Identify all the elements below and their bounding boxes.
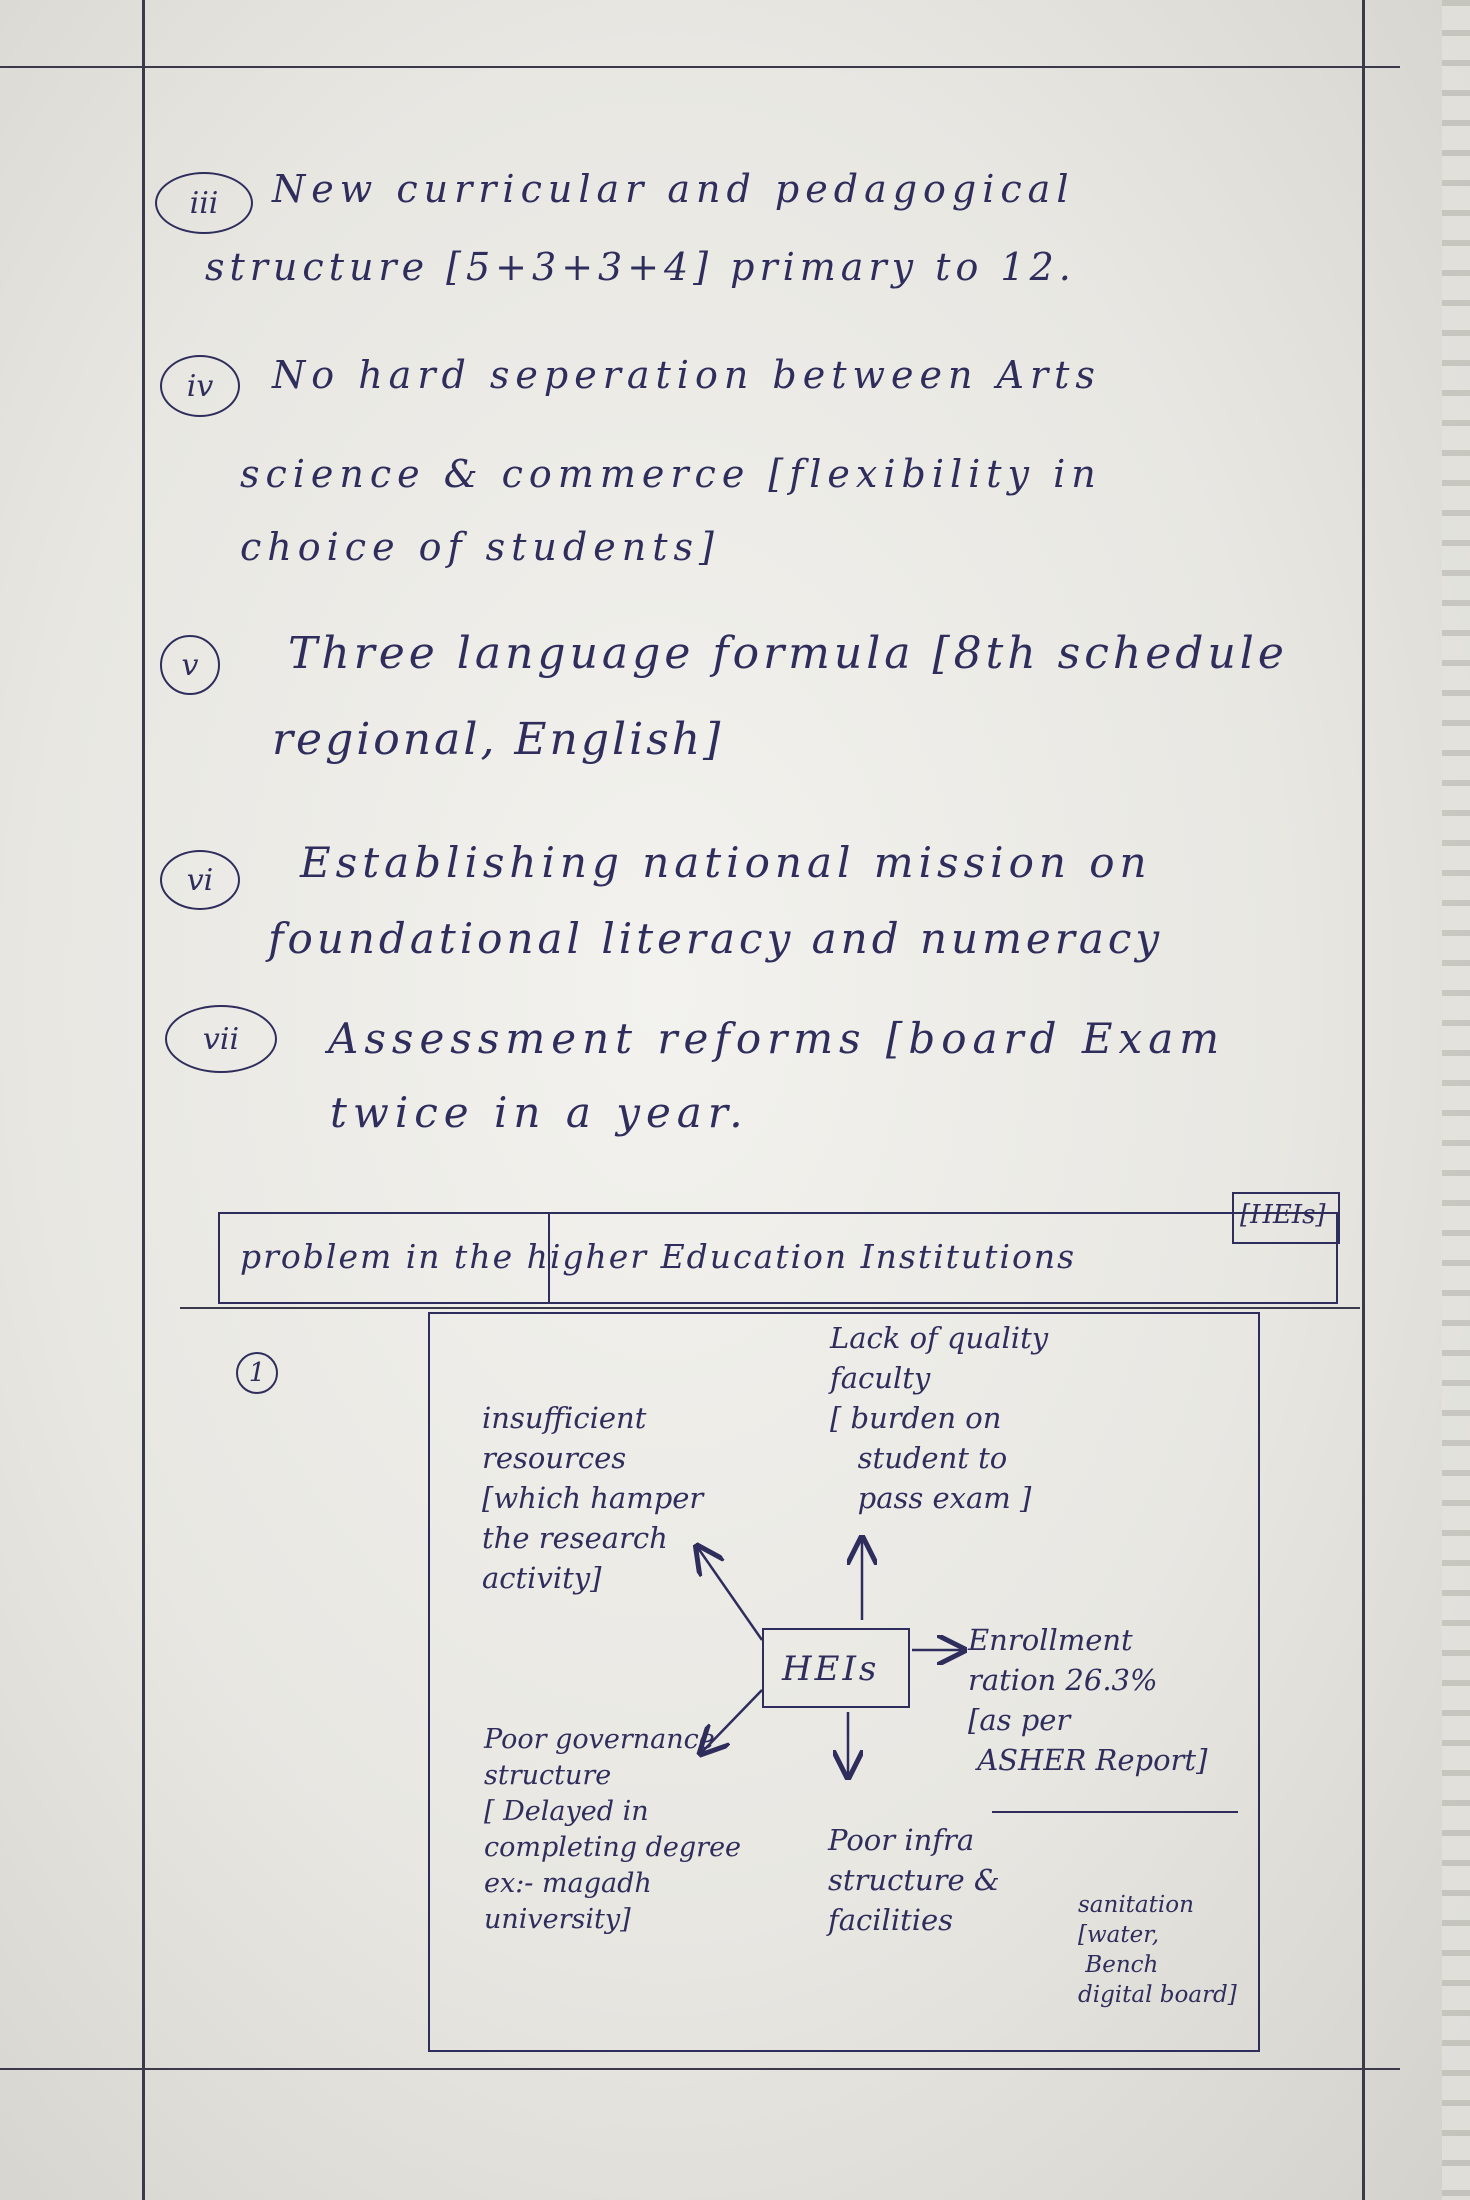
- node-poor-governance: Poor governance structure [ Delayed in completing degree ex:- magadh university]: [484, 1724, 742, 1935]
- arrow-to-governance: [702, 1690, 762, 1752]
- point-number-circle: vii: [165, 1005, 277, 1073]
- node-insufficient-resources: insufficient resources [which hamper the research activity]: [482, 1401, 704, 1595]
- diagram-index-circle: 1: [236, 1352, 278, 1394]
- point-text: No hard seperation between Arts: [272, 353, 1101, 397]
- point-text: Establishing national mission on: [300, 838, 1152, 887]
- point-number-circle: iv: [160, 355, 240, 417]
- node-poor-infrastructure: Poor infra structure & facilities: [828, 1823, 1000, 1937]
- point-number-circle: iii: [155, 172, 253, 234]
- point-text: twice in a year.: [330, 1088, 749, 1137]
- section-heading: problem in the higher Education Institutions: [240, 1237, 1077, 1276]
- arrow-to-resources: [698, 1548, 762, 1640]
- diagram-center-label: HEIs: [782, 1649, 880, 1689]
- node-lack-of-faculty: Lack of quality faculty [ burden on student to pass exam ]: [830, 1321, 1049, 1515]
- point-text: New curricular and pedagogical: [272, 167, 1075, 211]
- point-text: regional, English]: [272, 714, 724, 765]
- point-text: science & commerce [flexibility in: [240, 452, 1102, 496]
- node-enrollment-ratio: Enrollment ration 26.3% [as per ASHER Report]: [968, 1623, 1208, 1777]
- point-text: foundational literacy and numeracy: [268, 914, 1164, 963]
- point-text: Three language formula [8th schedule: [288, 628, 1288, 679]
- point-number-circle: v: [160, 635, 220, 695]
- point-text: structure [5+3+3+4] primary to 12.: [205, 245, 1076, 289]
- node-infra-detail: sanitation [water, Bench digital board]: [1078, 1892, 1237, 2008]
- section-heading-abbr: [HEIs]: [1240, 1200, 1326, 1230]
- point-text: choice of students]: [240, 525, 720, 569]
- point-number-circle: vi: [160, 850, 240, 910]
- point-text: Assessment reforms [board Exam: [328, 1014, 1226, 1063]
